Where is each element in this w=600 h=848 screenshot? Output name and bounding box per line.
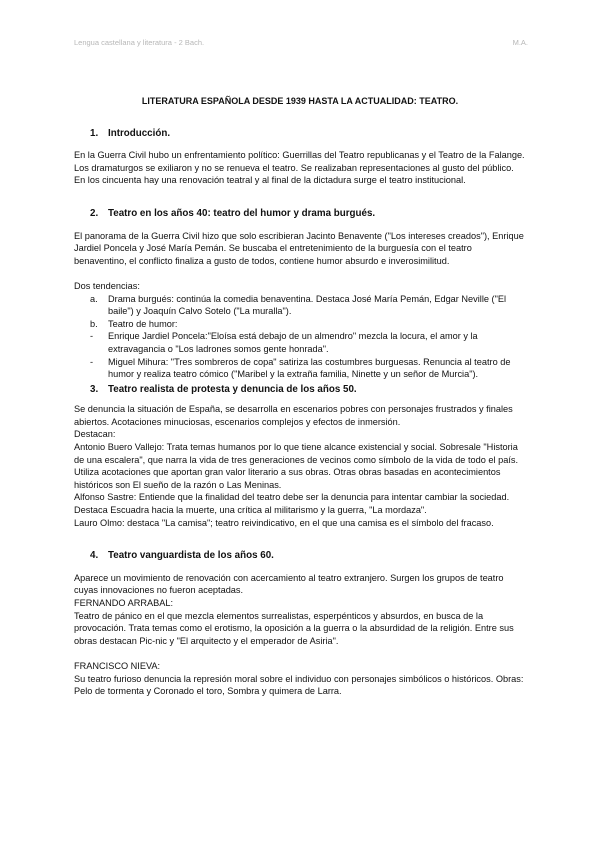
list-item — [74, 356, 526, 381]
paragraph: Lauro Olmo: destaca "La camisa"; teatro reivindicativo, en el que una camisa es el símbolo del fracaso. — [74, 517, 494, 528]
list-text: Miguel Mihura: "Tres sombreros de copa" satiriza las costumbres burguesas. Renuncia al teatro de humor y realiza teatro cómico ("Maribel y la extraña familia, Ninette y un señor de Murcia"). — [108, 356, 511, 380]
section-title: Teatro en los años 40: teatro del humor y drama burgués. — [108, 207, 376, 219]
document-body — [74, 95, 526, 698]
paragraph: En los cincuenta hay una renovación teatral y al final de la dictadura surge el teatro institucional. — [74, 175, 466, 186]
list-item — [74, 293, 526, 318]
list-item — [74, 318, 526, 331]
list-text: Enrique Jardiel Poncela:"Eloísa está debajo de un almendro" mezcla la locura, el amor y la extravagancia o "Los ladrones somos gente honrada". — [108, 331, 478, 354]
document-title: LITERATURA ESPAÑOLA DESDE 1939 HASTA LA ACTUALIDAD: TEATRO. — [141, 96, 459, 106]
page-header — [74, 38, 528, 50]
list-item — [74, 330, 526, 355]
list-marker: - — [90, 356, 94, 367]
section-heading-4 — [74, 550, 526, 563]
section-title: Teatro realista de protesta y denuncia de los años 50. — [108, 383, 357, 395]
paragraph: Su teatro furioso denuncia la represión moral sobre el individuo con personajes simbólicos o históricos. Obras: Pelo de tormenta y Coronado el toro, Sombra y quimera de Larra. — [74, 673, 524, 697]
paragraph: FRANCISCO NIEVA: — [74, 660, 161, 671]
header-course: Lengua castellana y literatura - 2 Bach. — [74, 38, 205, 47]
paragraph: Dos tendencias: — [74, 280, 140, 291]
section-heading-3 — [74, 384, 526, 397]
list-text: Drama burgués: continúa la comedia benaventina. Destaca José María Pemán, Edgar Neville ("El baile") y Joaquín Calvo Sotelo ("La muralla"). — [108, 293, 507, 317]
section-number: 4. — [90, 550, 99, 562]
paragraph: Aparece un movimiento de renovación con acercamiento al teatro extranjero. Surgen los grupos de teatro cuyas innovaciones no fueron aceptadas. — [74, 572, 504, 596]
paragraph: Antonio Buero Vallejo: Trata temas humanos por lo que tiene alcance existencial y social. Sobresale "Historia de una escalera", que narra la vida de tres generaciones de vecinos como símbolo de la vida de todo el país. Utiliza acotaciones que aportan gran valor literario a sus obras. Otras obras basadas en acontecimientos históricos son El sueño de la razón o Las Meninas. — [74, 442, 519, 490]
paragraph: FERNANDO ARRABAL: — [74, 598, 174, 608]
list-marker: b. — [90, 318, 98, 329]
list-marker: - — [90, 331, 94, 342]
section-heading-2 — [74, 208, 526, 221]
paragraph: En la Guerra Civil hubo un enfrentamiento político: Guerrillas del Teatro republicanas y el Teatro de la Falange. Los dramaturgos se exiliaron y no se renueva el teatro. Se realizaban representaciones al gusto del público. — [74, 150, 525, 173]
section-number: 2. — [90, 207, 99, 219]
paragraph: Destacan: — [74, 429, 116, 440]
paragraph: Se denuncia la situación de España, se desarrolla en escenarios pobres con personajes frustrados y finales abiertos. Acotaciones minuciosas, escenarios complejos y efectos de inmersión. — [74, 404, 513, 427]
section-number: 3. — [90, 383, 99, 395]
paragraph: Alfonso Sastre: Entiende que la finalidad del teatro debe ser la denuncia para intentar cambiar la sociedad. Destaca Escuadra hacia la muerte, una crítica al militarismo y la guerra, "La mordaza". — [74, 492, 510, 516]
paragraph: Teatro de pánico en el que mezcla elementos surrealistas, esperpénticos y absurdos, en busca de la provocación. Trata temas como el erotismo, la oposición a la guerra o la absurdidad de la religión. Entre sus obras destacan Pic-nic y "El arquitecto y el emperador de Asiria". — [74, 610, 514, 646]
list-marker: a. — [90, 293, 98, 304]
section-number: 1. — [90, 127, 99, 139]
section-heading-1 — [74, 128, 526, 141]
paragraph: El panorama de la Guerra Civil hizo que solo escribieran Jacinto Benavente ("Los intereses creados"), Enrique Jardiel Poncela y José María Pemán. Se buscaba el entretenimiento de la burguesía con el teatro benaventino, el conflicto finaliza a gusto de todos, contiene humor absurdo e inverosimilitud. — [74, 230, 524, 266]
list-text: Teatro de humor: — [108, 318, 178, 329]
section-title: Introducción. — [108, 127, 171, 139]
header-author: M.A. — [512, 38, 528, 47]
section-title: Teatro vanguardista de los años 60. — [108, 550, 274, 562]
